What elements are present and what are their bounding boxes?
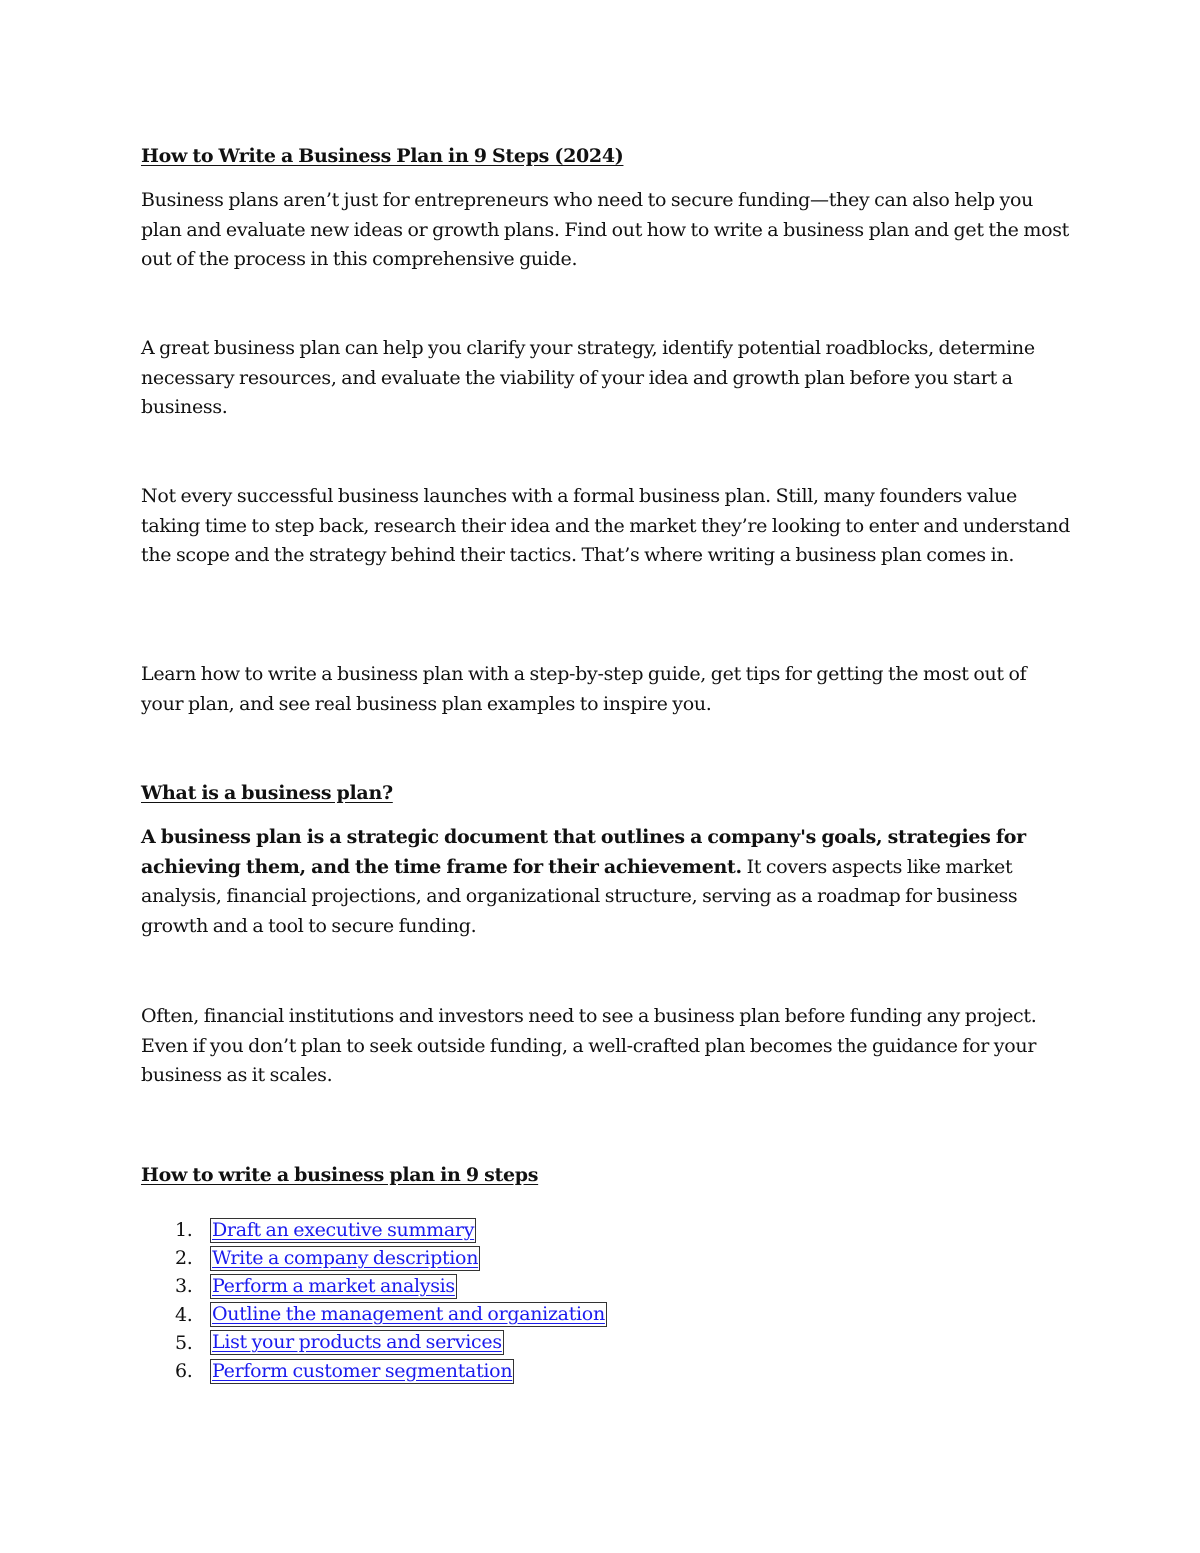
- step-number: 2.: [175, 1247, 193, 1270]
- list-item: [141, 1244, 1041, 1272]
- list-item: [141, 1272, 1041, 1300]
- step-link-products-services[interactable]: List your products and services: [212, 1331, 502, 1354]
- step-number: 4.: [175, 1303, 193, 1326]
- step-number: 6.: [175, 1359, 193, 1382]
- intro-paragraph: Business plans aren’t just for entrepreneurs who need to secure funding—they can also help you plan and evaluate new ideas or growth plans. Find out how to write a business plan and get the most out of the process in this comprehensive guide.: [141, 189, 1070, 271]
- list-item: [141, 1301, 1041, 1329]
- step-link-company-description[interactable]: Write a company description: [212, 1246, 479, 1269]
- definition-bold-lead: A business plan is a strategic document that outlines a company's goals, strategies for achieving them, and the time frame for their achievement.: [141, 826, 1026, 878]
- list-item: [141, 1329, 1041, 1357]
- steps-heading: How to write a business plan in 9 steps: [141, 1164, 539, 1186]
- step-link-executive-summary[interactable]: Draft an executive summary: [212, 1218, 475, 1241]
- definition-paragraph: [141, 823, 1071, 941]
- step-number: 5.: [175, 1331, 193, 1354]
- document-title: How to Write a Business Plan in 9 Steps (2024): [141, 145, 624, 167]
- strategy-paragraph: A great business plan can help you clarify your strategy, identify potential roadblocks, determine necessary resources, and evaluate the viability of your idea and growth plan before you start a business.: [141, 337, 1035, 419]
- step-number: 3.: [175, 1275, 193, 1298]
- step-link-management-organization[interactable]: Outline the management and organization: [212, 1303, 605, 1326]
- what-is-heading: What is a business plan?: [141, 782, 393, 804]
- step-link-customer-segmentation[interactable]: Perform customer segmentation: [212, 1359, 513, 1382]
- list-item: [141, 1216, 1041, 1244]
- definition-rest: It covers aspects like market analysis, financial projections, and organizational structure, serving as a roadmap for business growth and a tool to secure funding.: [141, 855, 1018, 937]
- founders-paragraph: Not every successful business launches with a formal business plan. Still, many founders value taking time to step back, research their idea and the market they’re looking to enter and understand the scope and the strategy behind their tactics. That’s where writing a business plan comes in.: [141, 485, 1070, 567]
- learn-paragraph: Learn how to write a business plan with a step-by-step guide, get tips for getting the most out of your plan, and see real business plan examples to inspire you.: [141, 663, 1027, 715]
- list-item: [141, 1357, 1041, 1385]
- step-link-market-analysis[interactable]: Perform a market analysis: [212, 1274, 455, 1297]
- step-number: 1.: [175, 1219, 193, 1241]
- steps-list: [141, 1216, 1041, 1385]
- funding-paragraph: Often, financial institutions and investors need to see a business plan before funding any project. Even if you don’t plan to seek outside funding, a well-crafted plan becomes the guidance for your business as it scales.: [141, 1005, 1037, 1087]
